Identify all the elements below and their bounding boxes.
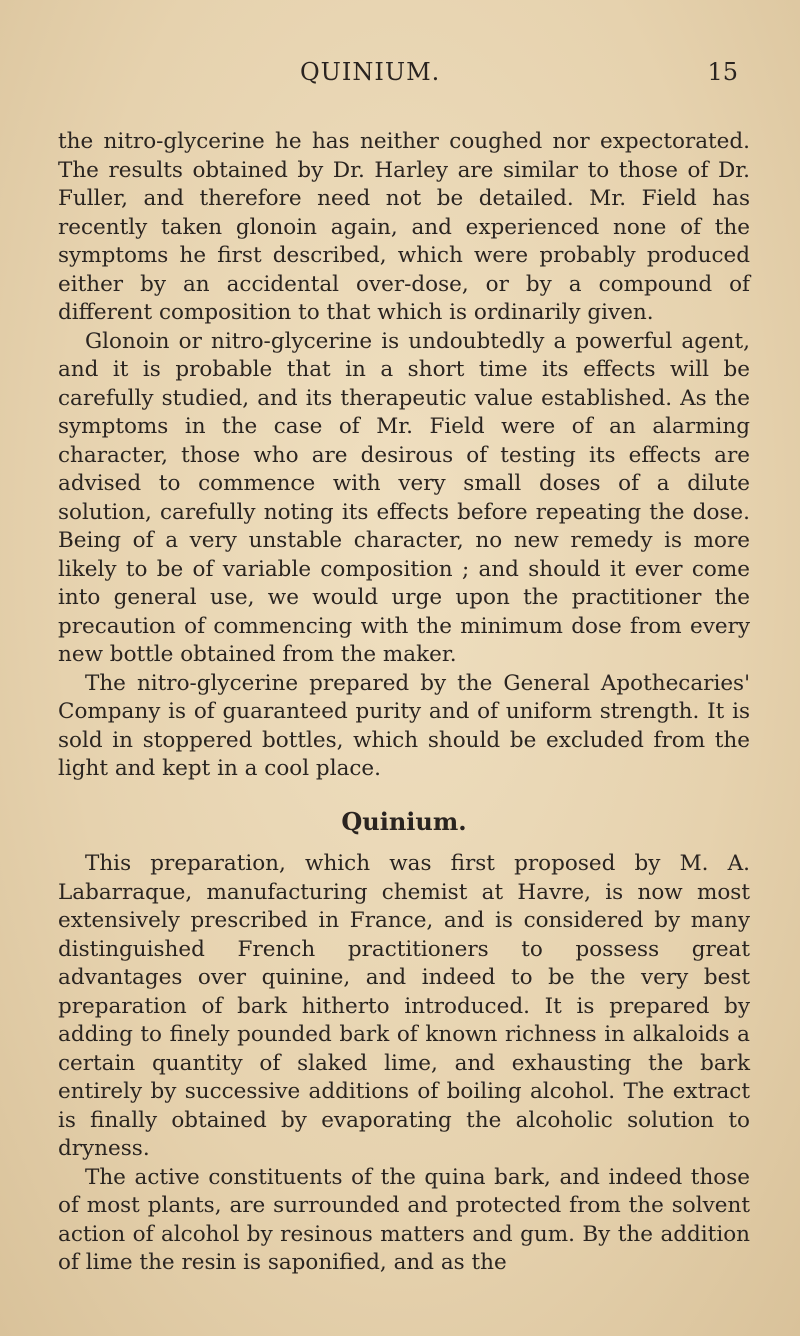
- page-number: 15: [707, 58, 738, 86]
- paragraph-quinium-preparation: This preparation, which was first proposed by M. A. Labarraque, manufacturing chemist at Havre, is now most extensively prescribed in France, and is considered by many distinguished French practitioners to possess great advantages over quinine, and indeed to be the very best preparation of bark hitherto introduced. It is prepared by adding to finely pounded bark of known richness in alkaloids a certain quantity of slaked lime, and exhausting the bark entirely by successive additions of boiling alcohol. The extract is finally obtained by evaporating the alcoholic solution to dryness.: [58, 851, 750, 1161]
- section-heading: Quinium.: [341, 806, 467, 836]
- paragraph-glonoin: Glonoin or nitro-glycerine is undoubtedly a powerful agent, and it is probable that in a short time its effects will be carefully studied, and its therapeutic value established. As the symptoms in the case of Mr. Field were of an alarming character, those who are desirous of testing its effects are advised to commence with very small doses of a dilute solution, carefully noting its effects before repeating the dose. Being of a very unstable character, no new remedy is more likely to be of variable composition ; and should it ever come into general use, we would urge upon the practitioner the precaution of commencing with the minimum dose from every new bottle obtained from the maker.: [58, 328, 750, 667]
- body-text: [58, 128, 750, 1278]
- running-title: QUINIUM.: [300, 58, 441, 86]
- paragraph-continuation: the nitro-glycerine he has neither coughed nor expectorated. The results obtained by Dr. Harley are similar to those of Dr. Fuller, and therefore need not be detailed. Mr. Field has recently taken glonoin again, and experienced none of the symptoms he first described, which were probably produced either by an accidental over-dose, or by a compound of different composition to that which is ordinarily given.: [58, 129, 750, 325]
- paragraph-apothecaries: The nitro-glycerine prepared by the General Apothecaries' Company is of guaranteed purity and of uniform strength. It is sold in stoppered bottles, which should be excluded from the light and kept in a cool place.: [58, 670, 750, 781]
- page-header: [0, 58, 800, 98]
- paragraph-quina-bark: The active constituents of the quina bark, and indeed those of most plants, are surrounded and protected from the solvent action of alcohol by resinous matters and gum. By the addition of lime the resin is saponified, and as the: [58, 1164, 750, 1275]
